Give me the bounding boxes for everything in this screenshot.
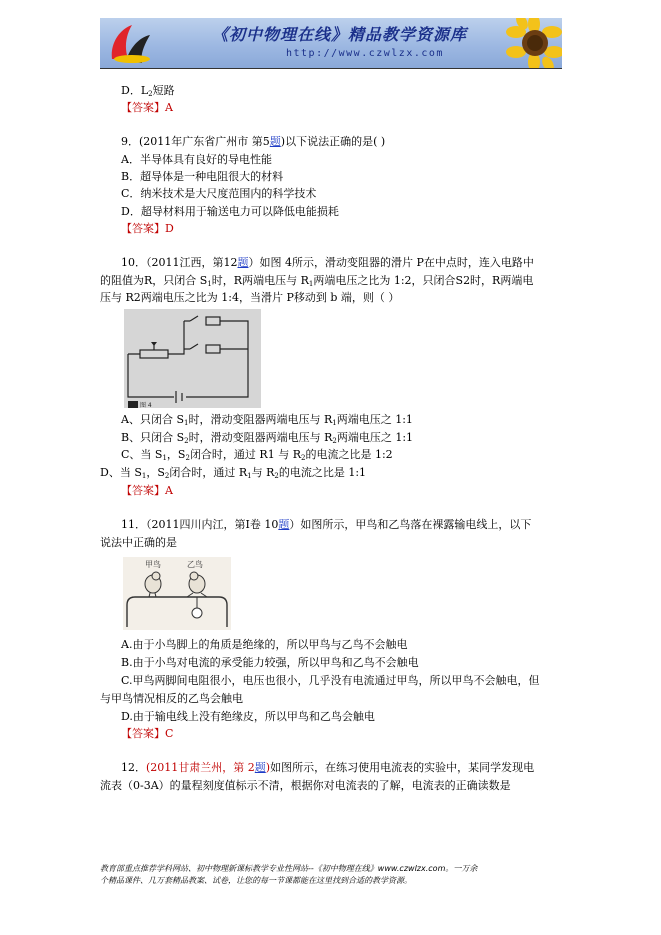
q8-option-d: D．$L_2$短路 <box>121 84 175 98</box>
q10-option-d: D、当 $S_1$，$S_2$闭合时，通过 $R_1$与 $R_2$的电流之比是 1:1 <box>100 466 367 480</box>
q10-answer: 【答案】A <box>121 484 173 497</box>
q11-answer: 【答案】C <box>121 727 174 740</box>
header-banner <box>100 18 562 68</box>
q12-stem-line2: 流表（0-3A）的量程刻度值标示不清，根据你对电流表的了解，电流表的正确读数是 <box>100 779 511 792</box>
q9-answer: 【答案】D <box>121 222 174 235</box>
site-title: 《初中物理在线》精品教学资源库 <box>212 25 468 44</box>
q9-option-b: B．超导体是一种电阻很大的材料 <box>121 170 284 183</box>
q11-link[interactable]: 题 <box>278 518 290 531</box>
q11-option-a: A.由于小鸟脚上的角质是绝缘的，所以甲鸟与乙鸟不会触电 <box>121 638 408 651</box>
footer-line1: 教育部重点推荐学科网站、初中物理新课标教学专业性网站--《初中物理在线》www.czwlzx.com。一万余 <box>100 864 478 873</box>
q11-option-c-line1: C.甲鸟两脚间电阻很小，电压也很小，几乎没有电流通过甲鸟，所以甲鸟不会触电，但 <box>121 674 540 687</box>
figure-label: 图 4 <box>140 402 152 408</box>
bird-a-label: 甲鸟 <box>145 560 161 569</box>
site-url[interactable]: http://www.czwlzx.com <box>286 48 444 59</box>
q9-option-d: D．超导材料用于输送电力可以降低电能损耗 <box>121 205 339 218</box>
q10-stem-line2: 的阻值为R，只闭合 $S_1$时，R两端电压与 $R_1$两端电压之比为 1:2，只闭合S2时，R两端电 <box>100 274 534 288</box>
q10-option-a: A、只闭合 $S_1$时，滑动变阻器两端电压与 $R_1$两端电压之 1:1 <box>121 413 413 427</box>
q9-link[interactable]: 题 <box>269 135 281 148</box>
bird-b-label: 乙鸟 <box>187 560 203 569</box>
q9-option-a: A．半导体具有良好的导电性能 <box>121 153 272 166</box>
q10-link[interactable]: 题 <box>237 256 249 269</box>
q11-stem-line2: 说法中正确的是 <box>100 536 177 549</box>
birds-on-wire-figure <box>123 557 231 630</box>
q9-stem: 9．(2011年广东省广州市 第5题)以下说法正确的是( ) <box>121 135 386 148</box>
circuit-figure <box>124 309 261 408</box>
sunflower-icon <box>490 18 562 68</box>
q11-option-c-line2: 与甲鸟情况相反的乙鸟会触电 <box>100 692 243 705</box>
page-footer <box>100 863 562 887</box>
footer-line2: 个精品课件、几万套精品教案、试卷，让您的每一节课都能在这里找到合适的教学资源。 <box>100 876 412 885</box>
site-logo-icon <box>106 21 152 65</box>
q10-option-c: C、当 $S_1$，$S_2$闭合时，通过 R1 与 $R_2$的电流之比是 1:2 <box>121 448 393 462</box>
q12-link[interactable]: 题 <box>254 761 266 774</box>
q10-option-b: B、只闭合 $S_2$时，滑动变阻器两端电压与 $R_2$两端电压之 1:1 <box>121 431 414 445</box>
q11-option-d: D.由于输电线上没有绝缘皮，所以甲鸟和乙鸟会触电 <box>121 710 375 723</box>
q8-answer: 【答案】A <box>121 101 173 114</box>
header-rule <box>100 68 562 69</box>
q10-stem-line3: 压与 R2两端电压之比为 1:4，当滑片 P移动到 b 端，则（ ） <box>100 291 400 304</box>
q9-option-c: C．纳米技术是大尺度范围内的科学技术 <box>121 187 317 200</box>
q12-stem-line1: 12．(2011甘肃兰州，第 2题)如图所示，在练习使用电流表的实验中，某同学发现电 <box>121 761 535 774</box>
q11-stem-line1: 11．（2011四川内江，第Ⅰ卷 10题）如图所示，甲鸟和乙鸟落在裸露输电线上，以下 <box>121 518 532 531</box>
q10-stem-line1: 10．（2011江西，第12题）如图 4所示，滑动变阻器的滑片 P在中点时，连入电路中 <box>121 256 534 269</box>
q11-option-b: B.由于小鸟对电流的承受能力较强，所以甲鸟和乙鸟不会触电 <box>121 656 419 669</box>
